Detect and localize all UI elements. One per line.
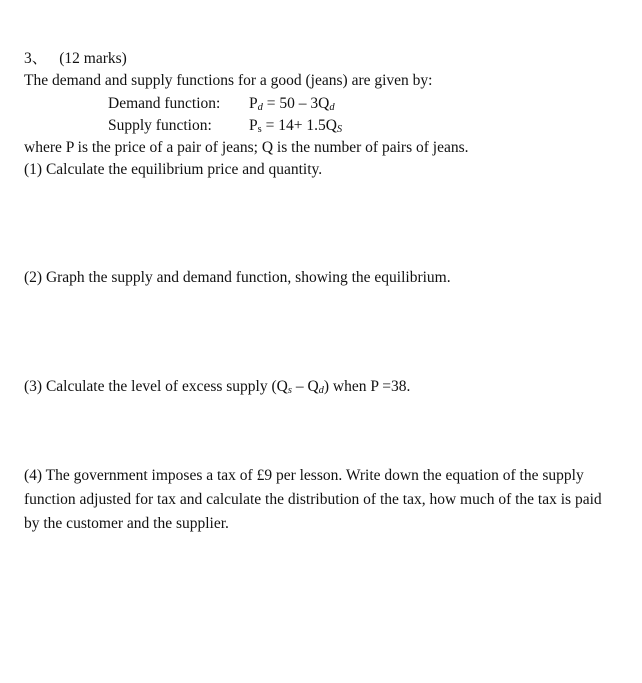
part-1: (1) Calculate the equilibrium price and quantity. [24,161,323,178]
part-3-sub-a: s [287,385,292,396]
demand-rhs-sub: d [329,102,335,113]
demand-lhs: P [249,95,258,112]
part-3-text-c: ) when P =38. [323,378,411,395]
supply-lhs: P [249,117,258,134]
supply-rhs-sub: S [336,124,343,135]
question-where: where P is the price of a pair of jeans; Q is the number of pairs of jeans. [24,139,469,156]
demand-function-label: Demand function: [108,95,221,112]
supply-function-label: Supply function: [108,117,212,134]
part-3 [24,376,410,402]
question-header [24,48,127,70]
part-4: (4) The government imposes a tax of £9 per lesson. Write down the equation of the supply function adjusted for tax and calculate the distribution of the tax, how much of the tax is paid by the customer and the supplier. [24,467,602,532]
demand-rhs: = 50 – 3Q [262,95,330,112]
part-3-sub-b: d [318,385,324,396]
part-2: (2) Graph the supply and demand function, showing the equilibrium. [24,269,451,286]
part-3-text-a: (3) Calculate the level of excess supply (Q [24,378,288,395]
question-intro: The demand and supply functions for a good (jeans) are given by: [24,72,433,89]
supply-rhs: = 14+ 1.5Q [261,117,337,134]
part-3-text-b: – Q [291,378,319,395]
question-marks: (12 marks) [59,50,127,67]
supply-lhs-sub: s [257,124,262,135]
demand-lhs-sub: d [257,102,263,113]
question-number: 3、 [24,50,48,67]
